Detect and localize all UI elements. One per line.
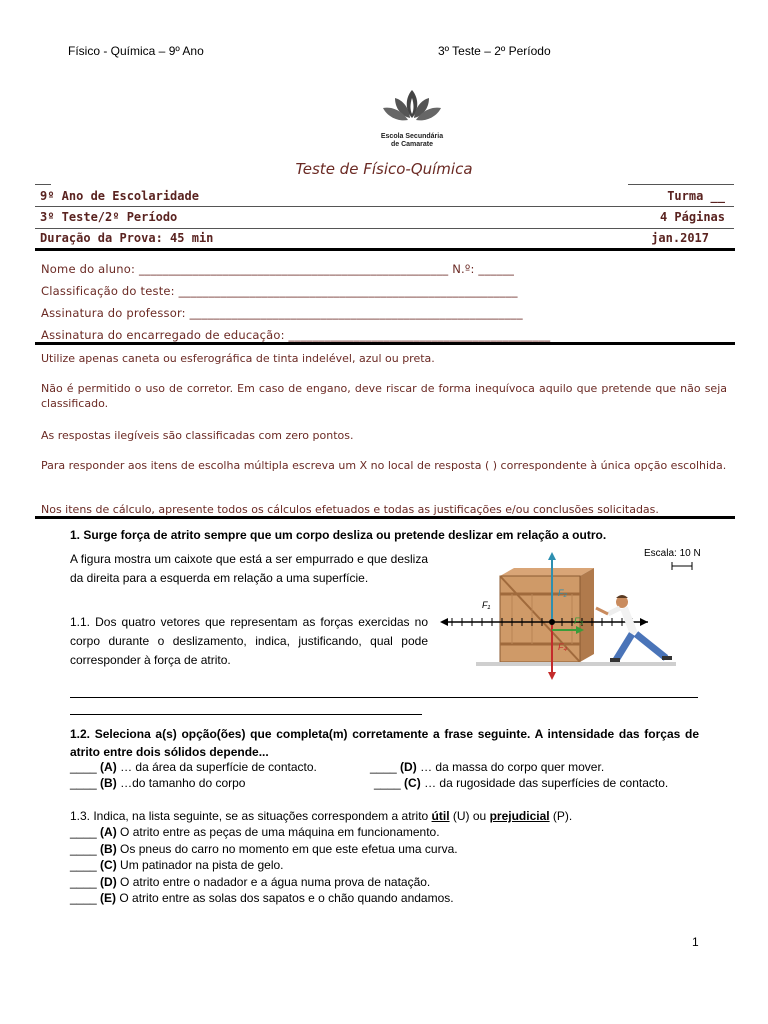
grade-label: 9º Ano de Escolaridade <box>40 189 199 203</box>
teacher-signature-field: Assinatura do professor: ________________________________________________________ <box>41 306 523 320</box>
question-1-2: 1.2. Seleciona a(s) opção(ões) que completa(m) corretamente a frase seguinte. A intensidade das forças de atrito entre dois sólidos depende... <box>70 727 699 759</box>
date-label: jan.2017 <box>651 231 709 245</box>
instruction-4: Para responder aos itens de escolha múltipla escreva um X no local de resposta ( ) correspondente à única opção escolhida. <box>41 459 727 472</box>
option-text: O atrito entre o nadador e a água numa prova de natação. <box>116 875 431 889</box>
question-1-1: 1.1. Dos quatro vetores que representam as forças exercidas no corpo durante o deslizamento, indica, justificando, qual pode corresponder à força de atrito. <box>70 615 428 667</box>
rule <box>628 184 734 185</box>
test-period-label: 3º Teste/2º Período <box>40 210 178 224</box>
option-text: … da rugosidade das superfícies de contacto. <box>424 776 669 790</box>
useful-keyword: útil <box>431 809 450 823</box>
header-test: 3º Teste – 2º Período <box>438 44 551 58</box>
option-letter: (B) <box>100 842 117 856</box>
instruction-2: Não é permitido o uso de corretor. Em caso de engano, deve riscar de forma inequívoca aquilo que pretende que não seja classificado. <box>41 382 727 410</box>
class-label: Turma __ <box>667 189 725 203</box>
force-label-f1: F₁ <box>482 600 491 610</box>
question-1-intro: A figura mostra um caixote que está a ser empurrado e que desliza da direita para a esquerda em relação a uma superfície. <box>70 552 428 585</box>
question-1-3-text: (U) ou <box>449 809 490 823</box>
option-letter: (D) <box>100 875 117 889</box>
figure-scale-label: Escala: 10 N <box>644 548 701 559</box>
answer-blank[interactable]: ____ <box>70 891 97 905</box>
instruction-3: As respostas ilegíveis são classificadas com zero pontos. <box>41 429 354 442</box>
duration-label: Duração da Prova: 45 min <box>40 231 214 245</box>
rule <box>35 228 734 229</box>
option-c[interactable] <box>374 776 668 790</box>
guardian-signature-field: Assinatura do encarregado de educação: ____________________________________________ <box>41 328 551 342</box>
option-text: O atrito entre as solas dos sapatos e o chão quando andamos. <box>116 891 454 905</box>
school-logo <box>370 84 454 154</box>
answer-blank[interactable]: ____ <box>70 858 97 872</box>
option-text: Os pneus do carro no momento em que este efetua uma curva. <box>116 842 458 856</box>
harmful-keyword: prejudicial <box>489 809 550 823</box>
answer-blank[interactable]: ____ <box>70 776 97 790</box>
question-1-3 <box>70 807 710 825</box>
force-label-f4: F₄ <box>558 642 568 652</box>
force-label-f2: F₂ <box>558 588 567 598</box>
situation-c[interactable] <box>70 858 284 872</box>
situation-b[interactable] <box>70 842 458 856</box>
answer-line[interactable] <box>70 714 422 715</box>
option-a[interactable] <box>70 760 317 774</box>
logo-text-line2: de Camarate <box>390 141 434 148</box>
page-number: 1 <box>692 935 699 949</box>
classification-field: Classificação do teste: _________________________________________________________ <box>41 284 518 298</box>
answer-blank[interactable]: ____ <box>370 760 397 774</box>
page-count-label: 4 Páginas <box>659 210 725 224</box>
answer-blank[interactable]: ____ <box>70 875 97 889</box>
force-label-f3: F₃ <box>574 616 584 626</box>
option-text: … da área da superfície de contacto. <box>120 760 317 774</box>
rule <box>35 206 734 207</box>
option-letter: (C) <box>100 858 117 872</box>
instruction-1: Utilize apenas caneta ou esferográfica de tinta indelével, azul ou preta. <box>41 352 435 365</box>
lotus-logo-icon <box>377 84 447 128</box>
answer-blank[interactable]: ____ <box>70 825 97 839</box>
option-letter: (E) <box>100 891 117 905</box>
question-1-heading: 1. Surge força de atrito sempre que um corpo desliza ou pretende deslizar em relação a outro. <box>70 528 607 542</box>
situation-e[interactable] <box>70 891 454 905</box>
option-text: … da massa do corpo quer mover. <box>420 760 605 774</box>
answer-blank[interactable]: ____ <box>70 760 97 774</box>
option-letter: (B) <box>100 776 117 790</box>
situation-a[interactable] <box>70 825 440 839</box>
option-text: Um patinador na pista de gelo. <box>116 858 284 872</box>
rule <box>35 184 51 185</box>
answer-line[interactable] <box>70 697 698 698</box>
option-b[interactable] <box>70 776 245 790</box>
thick-divider <box>35 516 735 519</box>
page-title: Teste de Físico-Química <box>295 160 473 178</box>
info-row-3 <box>40 231 725 245</box>
situation-d[interactable] <box>70 875 430 889</box>
question-1-3-text: 1.3. Indica, na lista seguinte, se as situações correspondem a atrito <box>70 809 432 823</box>
answer-blank[interactable]: ____ <box>374 776 401 790</box>
option-text: O atrito entre as peças de uma máquina em funcionamento. <box>116 825 440 839</box>
option-d[interactable] <box>370 760 604 774</box>
thick-divider <box>35 342 735 345</box>
option-letter: (A) <box>100 825 117 839</box>
student-name-field: Nome do aluno: ____________________________________________________ N.º: ______ <box>41 262 515 276</box>
header-subject: Físico - Química – 9º Ano <box>68 44 204 58</box>
option-letter: (C) <box>404 776 421 790</box>
answer-blank[interactable]: ____ <box>70 842 97 856</box>
option-text: …do tamanho do corpo <box>120 776 246 790</box>
info-row-2 <box>40 210 725 224</box>
info-row-1 <box>40 189 725 203</box>
option-letter: (D) <box>400 760 417 774</box>
force-figure <box>436 548 704 684</box>
option-letter: (A) <box>100 760 117 774</box>
logo-text-line1: Escola Secundária <box>380 133 444 140</box>
instruction-5: Nos itens de cálculo, apresente todos os cálculos efetuados e todas as justificações e/ou conclusões solicitadas. <box>41 503 659 516</box>
thick-divider <box>35 248 735 251</box>
question-1-3-text: (P). <box>549 809 573 823</box>
crate-push-illustration <box>436 548 704 684</box>
